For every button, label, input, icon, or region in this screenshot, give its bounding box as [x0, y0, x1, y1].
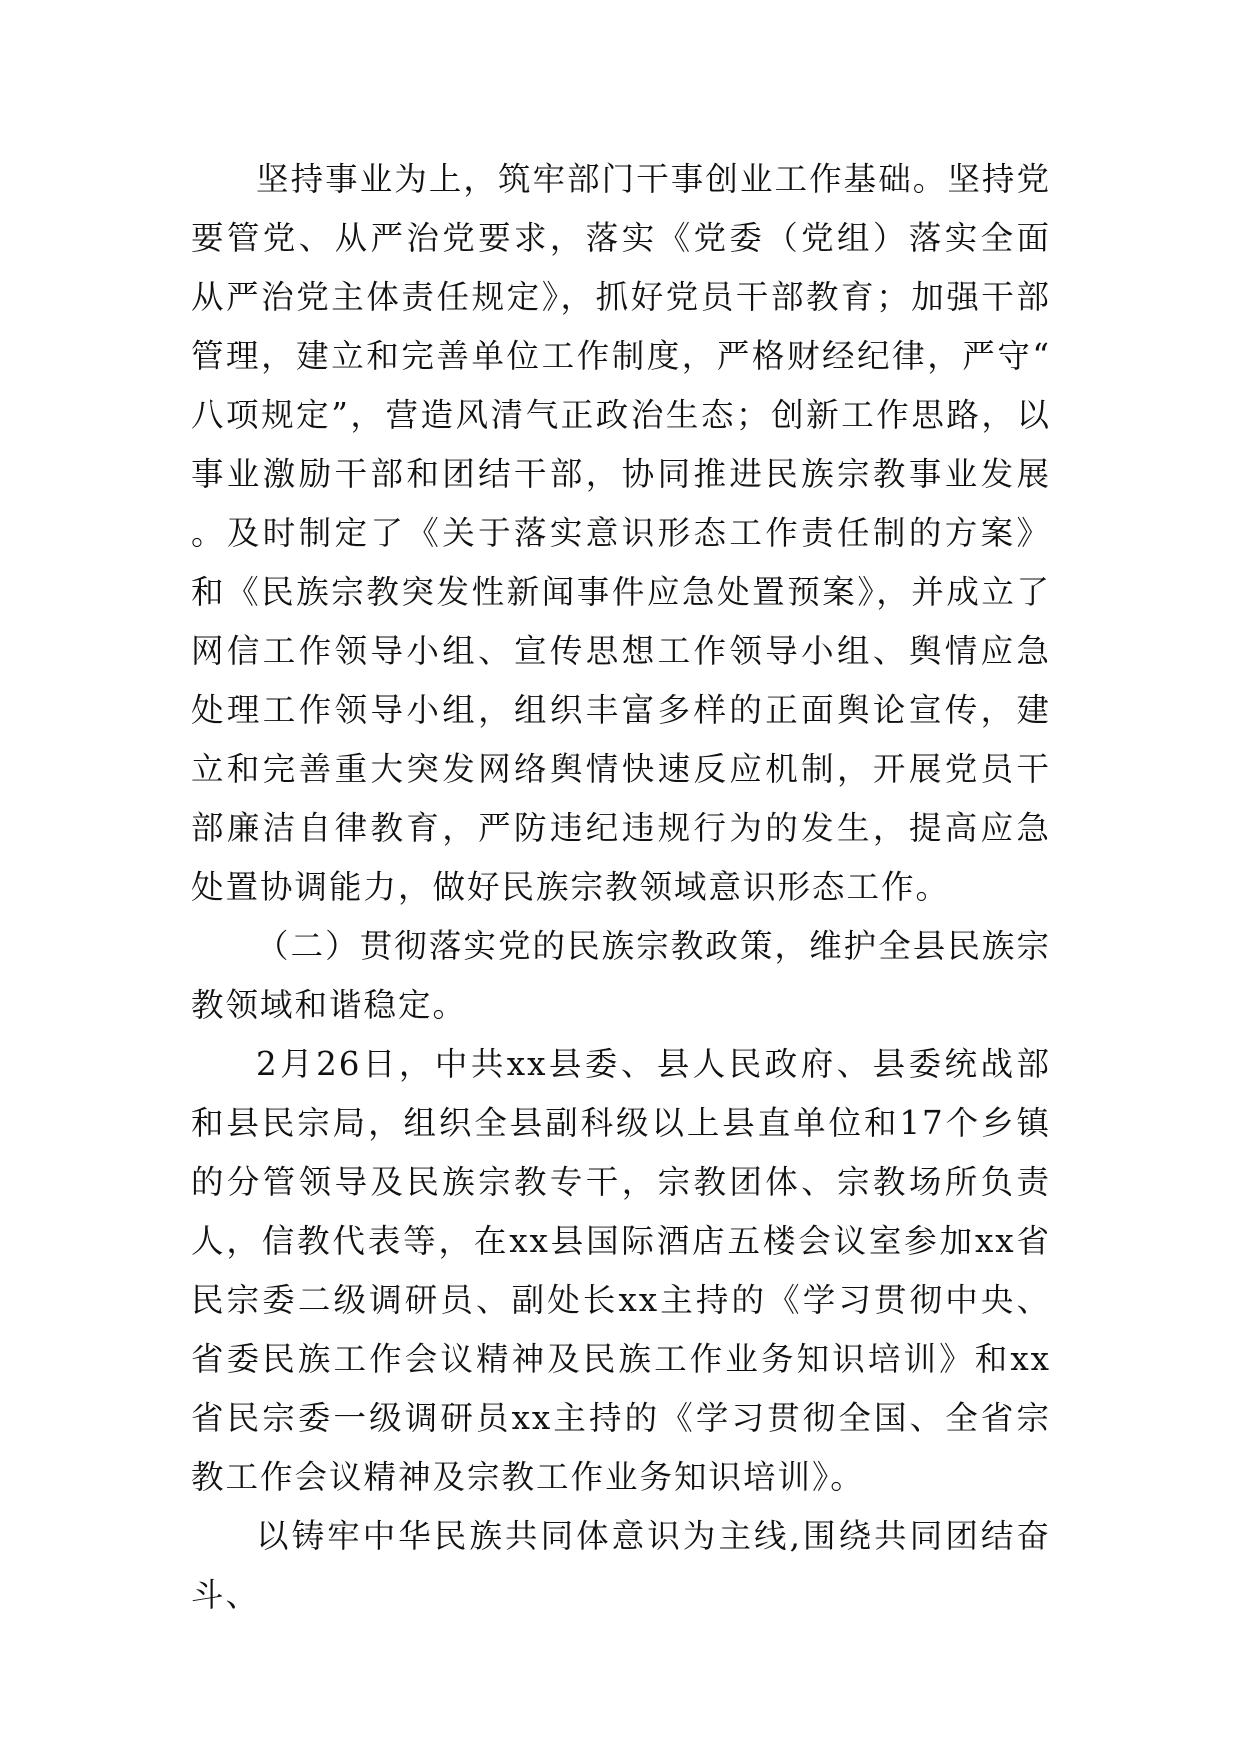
- paragraph-training-meeting: 2月26日，中共xx县委、县人民政府、县委统战部和县民宗局，组织全县副科级以上县直单位和17个乡镇的分管领导及民族宗教专干，宗教团体、宗教场所负责人，信教代表等，在xx县国际酒店五楼会议室参加xx省民宗委二级调研员、副处长xx主持的《学习贯彻中央、省委民族工作会议精神及民族工作业务知识培训》和xx省民宗委一级调研员xx主持的《学习贯彻全国、全省宗教工作会议精神及宗教工作业务知识培训》。: [191, 1045, 1051, 1496]
- paragraph-national-unity: 以铸牢中华民族共同体意识为主线,围绕共同团结奋斗、: [191, 1517, 1051, 1614]
- body-text: [191, 150, 1051, 1625]
- paragraph-party-discipline: 坚持事业为上，筑牢部门干事创业工作基础。坚持党要管党、从严治党要求，落实《党委（党组）落实全面从严治党主体责任规定》，抓好党员干部教育；加强干部管理，建立和完善单位工作制度，严格财经纪律，严守“八项规定”，营造风清气正政治生态；创新工作思路，以事业激励干部和团结干部，协同推进民族宗教事业发展。及时制定了《关于落实意识形态工作责任制的方案》和《民族宗教突发性新闻事件应急处置预案》，并成立了网信工作领导小组、宣传思想工作领导小组、舆情应急处理工作领导小组，组织丰富多样的正面舆论宣传，建立和完善重大突发网络舆情快速反应机制，开展党员干部廉洁自律教育，严防违纪违规行为的发生，提高应急处置协调能力，做好民族宗教领域意识形态工作。: [191, 160, 1051, 906]
- section-heading-two: （二）贯彻落实党的民族宗教政策，维护全县民族宗教领域和谐稳定。: [191, 927, 1051, 1024]
